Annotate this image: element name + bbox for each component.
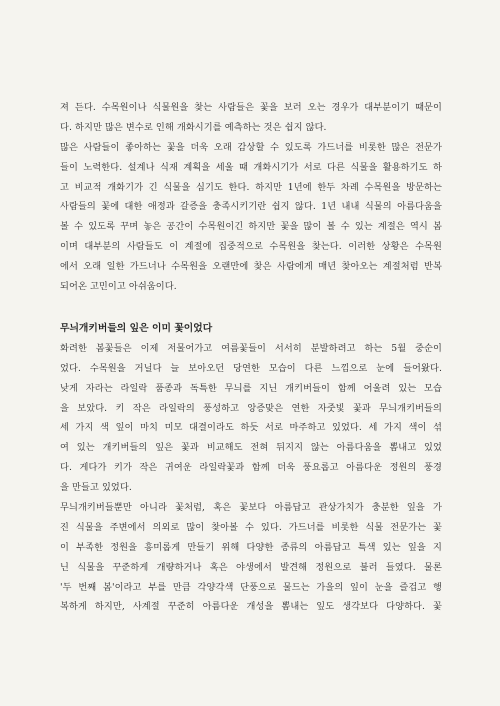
- text-line: 었다. 수목원을 거닐다 늘 보아오던 당연한 모습이 다른 느낌으로 눈에 들어왔다.: [60, 362, 442, 374]
- text-line: 닌 식물을 꾸준하게 개량하거나 혹은 야생에서 발견해 정원으로 불러 들였다. 물론: [60, 561, 442, 573]
- text-line: 이 부족한 정원을 흥미롭게 만들기 위해 다양한 종류의 아름답고 특색 있는 잎을 지: [60, 541, 442, 553]
- section-heading: 무늬개키버들의 잎은 이미 꽃이었다: [60, 322, 213, 334]
- text-line: 져 든다. 수목원이나 식물원을 찾는 사람들은 꽃을 보러 오는 경우가 대부분이기 때문이: [60, 102, 442, 113]
- text-line: 화려한 봄꽃들은 이제 저물어가고 여름꽃들이 서서히 분발하려고 하는 5월 중순이: [60, 342, 442, 354]
- text-line: 이며 대부분의 사람들도 이 계절에 집중적으로 수목원을 찾는다. 이러한 상황은 수목원: [60, 241, 442, 253]
- text-line: 여 있는 개키버들의 잎은 꽃과 비교해도 전혀 뒤지지 않는 아름다움을 뽐내고 있었: [60, 442, 442, 454]
- paragraph-3: [60, 339, 442, 498]
- text-line: 고 비교적 개화기가 긴 식물을 심기도 한다. 하지만 1년에 한두 차례 수목원을 방문하는: [60, 181, 442, 193]
- text-line: 많은 사람들이 좋아하는 꽃을 더욱 오래 감상할 수 있도록 가드너를 비롯한 많은 전문가: [60, 141, 442, 153]
- text-line: 을 만들고 있었다.: [60, 482, 132, 494]
- paragraph-2: [60, 138, 442, 297]
- text-line: 세 가지 색 잎이 마치 미모 대결이라도 하듯 서로 마주하고 있었다. 세 가지 색이 섞: [60, 422, 442, 434]
- text-line: 다. 하지만 많은 변수로 인해 개화시기를 예측하는 것은 쉽지 않다.: [60, 121, 327, 133]
- text-line: 에서 오래 일한 가드너나 수목원을 오랜만에 찾은 사람에게 매년 찾아오는 계절처럼 반복: [60, 261, 442, 273]
- text-line: 을 보았다. 키 작은 라일락의 풍성하고 앙증맞은 연한 자줏빛 꽃과 무늬개키버들의: [60, 402, 442, 414]
- section-spacer: [60, 297, 442, 317]
- text-line: 복하게 하지만, 사계절 꾸준히 아름다운 개성을 뽐내는 잎도 생각보다 다양하다. 꽃: [60, 601, 442, 613]
- paragraph-1: [60, 98, 442, 138]
- text-line: 되어온 고민이고 아쉬움이다.: [60, 281, 177, 293]
- text-line: '두 번째 봄'이라고 부를 만큼 각양각색 단풍으로 물드는 가을의 잎이 눈을 즐겁고 행: [60, 581, 442, 593]
- text-line: 사람들의 꽃에 대한 애정과 갈증을 충족시키기란 쉽지 않다. 1년 내내 식물의 아름다움을: [60, 201, 442, 213]
- text-line: 무늬개키버들뿐만 아니라 꽃처럼, 혹은 꽃보다 아름답고 관상가치가 충분한 잎을 가: [60, 502, 442, 514]
- paragraph-4: [60, 498, 442, 617]
- text-line: 진 식물을 주변에서 의외로 많이 찾아볼 수 있다. 가드너를 비롯한 식물 전문가는 꽃: [60, 521, 442, 533]
- text-line: 들이 노력한다. 설계나 식재 계획을 세울 때 개화시기가 서로 다른 식물을 활용하기도 하: [60, 161, 442, 173]
- text-line: 볼 수 있도록 꾸며 놓은 공간이 수목원이긴 하지만 꽃을 많이 볼 수 있는 계절은 역시 봄: [60, 221, 442, 233]
- text-line: 다. 게다가 키가 작은 귀여운 라일락꽃과 함께 더욱 풍요롭고 아름다운 정원의 풍경: [60, 462, 442, 474]
- text-line: 낮게 자라는 라일락 품종과 독특한 무늬를 지닌 개키버들이 함께 어울려 있는 모습: [60, 382, 442, 394]
